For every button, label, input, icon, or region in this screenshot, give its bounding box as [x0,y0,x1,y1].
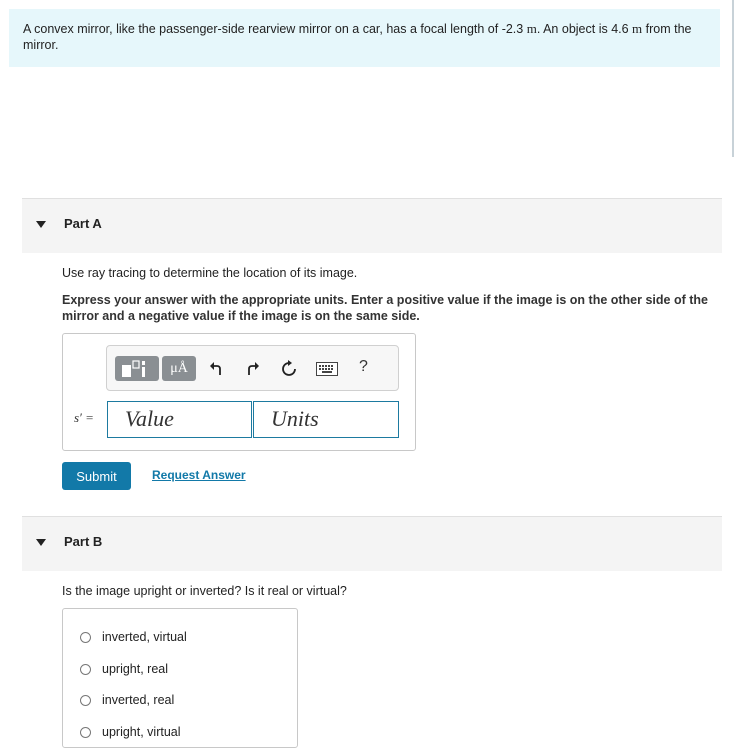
request-answer-link[interactable]: Request Answer [152,468,246,482]
scrollbar-edge [732,0,734,157]
part-b-header[interactable] [22,516,722,571]
intro-unit-d: m [632,21,643,36]
units-input[interactable]: Units [253,401,399,438]
keyboard-icon[interactable] [316,362,338,376]
redo-icon[interactable] [244,360,262,378]
option-label: upright, virtual [102,725,181,739]
part-b-title: Part B [64,534,103,549]
caret-down-icon[interactable] [36,539,46,546]
units-button[interactable]: μÅ [162,356,196,381]
option-upright-real[interactable] [80,660,168,678]
part-a-question: Use ray tracing to determine the location of its image. [62,266,358,280]
math-toolbar [106,345,399,391]
option-label: inverted, real [102,693,175,707]
option-inverted-real[interactable] [80,691,174,709]
templates-icon [120,360,154,378]
intro-text-after: from the mirror. [23,22,692,52]
option-inverted-virtual[interactable] [80,628,187,646]
help-icon[interactable]: ? [359,358,368,375]
intro-text-mid: . An object is 4.6 [536,22,633,36]
part-a-instructions: Express your answer with the appropriate units. Enter a positive value if the image is on the other side of the mirror and a negative value if the image is on the same side. [62,293,708,323]
caret-down-icon[interactable] [36,221,46,228]
option-upright-virtual[interactable] [80,723,181,741]
submit-button[interactable]: Submit [62,462,131,490]
intro-text-before: A convex mirror, like the passenger-side rearview mirror on a car, has a focal length of -2.3 [23,22,527,36]
problem-intro [9,9,720,67]
radio-button[interactable] [80,664,91,675]
undo-icon[interactable] [207,360,225,378]
templates-button[interactable] [115,356,159,381]
part-b-question: Is the image upright or inverted? Is it real or virtual? [62,584,347,598]
answer-box [62,333,416,451]
part-a-header[interactable] [22,198,722,253]
option-label: inverted, virtual [102,630,187,644]
part-a-title: Part A [64,216,102,231]
multiple-choice-box [62,608,298,748]
intro-unit-f: m [526,21,537,36]
value-input[interactable]: Value [107,401,252,438]
radio-button[interactable] [80,695,91,706]
radio-button[interactable] [80,632,91,643]
option-label: upright, real [102,662,169,676]
radio-button[interactable] [80,727,91,738]
reset-icon[interactable] [280,360,298,378]
variable-label: s′ = [74,410,94,425]
